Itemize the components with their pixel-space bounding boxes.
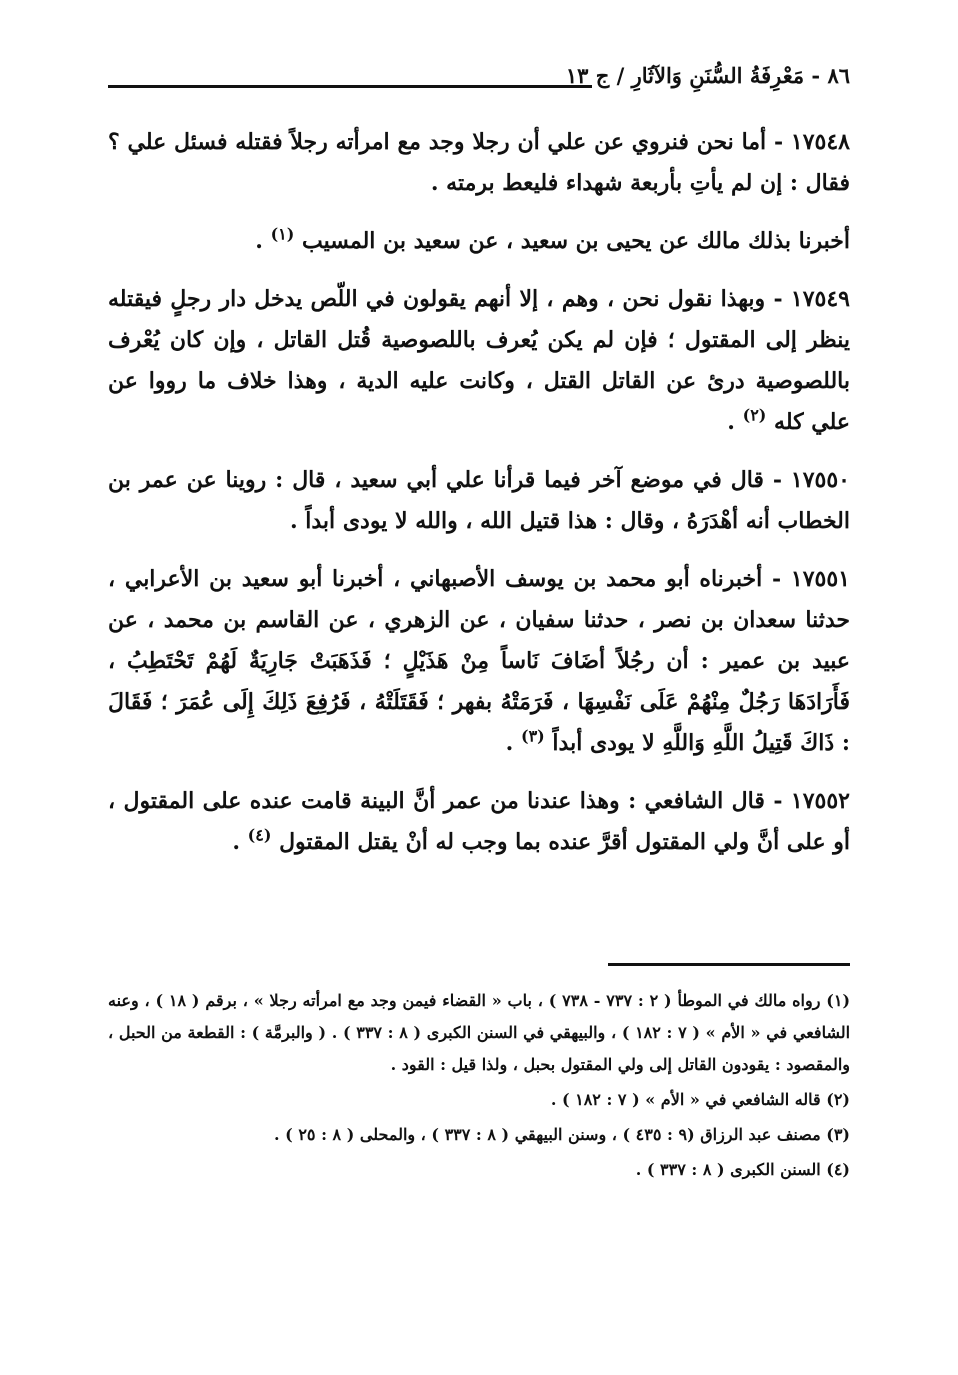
paragraph-17548 (108, 122, 850, 204)
footnote-marker: (١) (270, 224, 295, 244)
paragraph-text: ١٧٥٥٢ - قال الشافعي : وهذا عندنا من عمر أنَّ البينة قامت عنده على المقتول ، أو على أنَّ ولي المقتول أقرَّ عنده بما وجب له أنْ يقتل المقتول (108, 788, 850, 855)
paragraph-chain (108, 221, 850, 262)
running-header: ٨٦ - مَعْرِفَةُ السُّنَنِ وَالآثَارِ / ج ١٣ (565, 63, 850, 88)
paragraph-text: ١٧٥٥٠ - قال في موضع آخر فيما قرأنا علي أبي سعيد ، قال : روينا عن عمر بن الخطاب أنه أهْدَرَهُ ، وقال : هذا قتيل الله ، والله لا يودى أبداً . (108, 467, 850, 534)
footnote-3: (٣) مصنف عبد الرزاق (٩ : ٤٣٥ ) ، وسنن البيهقي ( ٨ : ٣٣٧ ) ، والمحلى ( ٨ : ٢٥ ) . (274, 1125, 850, 1144)
paragraph-end: . (255, 228, 271, 254)
paragraph-17552 (108, 781, 850, 863)
paragraph-text: أخبرنا بذلك مالك عن يحيى بن سعيد ، عن سعيد بن المسيب (302, 228, 850, 254)
footnote-4: (٤) السنن الكبرى ( ٨ : ٣٣٧ ) . (635, 1160, 850, 1179)
paragraph-end: . (505, 730, 521, 756)
paragraph-text: ١٧٥٤٩ - وبهذا نقول نحن ، وهم ، إلا أنهم يقولون في اللّص يدخل دار رجلٍ فيقتله ينظر إلى المقتول ؛ فإن لم يكن يُعرف باللصوصية قُتل القاتل ، وإن كان يُعْرف باللصوصية درئ عن القاتل القتل ، وكانت عليه الدية ، وهذا خلاف ما رووا عن علي كله (108, 286, 850, 435)
footnote-rule (608, 963, 850, 966)
footnote-1: (١) رواه مالك في الموطأ ( ٢ : ٧٣٧ - ٧٣٨ ) ، باب « القضاء فيمن وجد مع امرأته رجلا » ، برقم ( ١٨ ) ، وعنه الشافعي في « الأم » ( ٧ : ١٨٢ ) ، والبيهقي في السنن الكبرى ( ٨ : ٣٣٧ ) . ( والبرمَّة ) : القطعة من الحبل ، والمقصود : يقودون القاتل إلى ولي المقتول بحبل ، ولذا قيل : القود . (108, 991, 851, 1074)
paragraph-17551 (108, 559, 850, 764)
paragraph-end: . (727, 409, 743, 435)
paragraph-text: ١٧٥٤٨ - أما نحن فنروي عن علي أن رجلا وجد مع امرأته رجلاً فقتله فسئل علي ؟ فقال : إن لم يأتِ بأربعة شهداء فليعط برمته . (108, 129, 850, 196)
footnote-marker: (٣) (520, 726, 545, 746)
footnotes (108, 985, 850, 1189)
footnote-marker: (٤) (247, 825, 272, 845)
footnote-2: (٢) قاله الشافعي في « الأم » ( ٧ : ١٨٢ ) . (550, 1090, 850, 1109)
paragraph-17550 (108, 460, 850, 542)
header-rule (108, 85, 592, 88)
footnote-marker: (٢) (742, 405, 767, 425)
paragraph-text: ١٧٥٥١ - أخبرناه أبو محمد بن يوسف الأصبهاني ، أخبرنا أبو سعيد بن الأعرابي ، حدثنا سعدان بن نصر ، حدثنا سفيان ، عن الزهري ، عن القاسم بن محمد ، عن عبيد بن عمير : أن رجُلاً أضَافَ نَاساً مِنْ هَذَيْلٍ ؛ فَذَهَبَتْ جَارِيَةٌ لَهُمْ تَحْتَطِبُ ، فَأَرَادَهَا رَجُلٌ مِنْهُمْ عَلَى نَفْسِهَا ، فَرَمَتْهُ بفهر ؛ فَقَتَلَتْهُ ، فَرُفِعَ ذَلِكَ إِلَى عُمَرَ ؛ فَقَالَ : ذَاكَ قَتِيلُ اللَّهِ وَاللَّهِ لا يودى أبداً (108, 566, 850, 756)
paragraph-17549 (108, 279, 850, 443)
main-text (108, 122, 850, 880)
paragraph-end: . (232, 829, 248, 855)
